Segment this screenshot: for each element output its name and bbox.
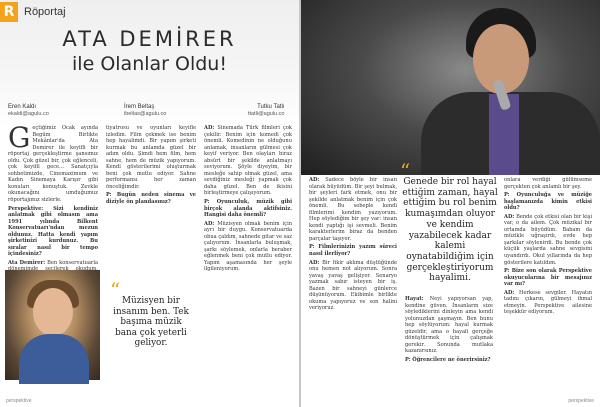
- answer-paragraph: Hayat: Neyi yapıyorsan yap, kendine güven. İnsanların size söylediklerini dinleyin ama kendi yolunuzdan şaşmayın. Ben bunu hep söylüyorum: hayal kurmak güzeldir, ama o hayali gerçeğe dönüştürmek için çalışmak gerekir. Sonunda mutlaka kazanırsınız.: [405, 296, 493, 355]
- byline-email: ttatli@agulu.co: [248, 111, 285, 117]
- byline-email: ibeltas@agulu.co: [124, 111, 167, 117]
- right-column-1: [309, 177, 397, 392]
- pull-quote-left: [110, 278, 192, 349]
- headline-line-1: ATA DEMİRER: [62, 27, 237, 51]
- right-column-3: [504, 177, 592, 392]
- article-headline: [0, 27, 299, 75]
- left-column-3: [204, 125, 292, 390]
- pull-quote-right: [400, 159, 500, 284]
- byline-name: Eren Kaldı: [8, 104, 37, 110]
- body-paragraph: tiyatrosu ve oyunları keyifle izledim. Film çekmek ise benim hep hayalimdi. Bir yapım şirketi kurmak bu anlamda güzel bir adım oldu. Şimdi hem film, hem sahne, hem de müzik yapıyorum. Kendi gösterilerimi oluşturmak beni çok mutlu ediyor. Sahne performansı her zaman önceliğimdir.: [106, 125, 196, 190]
- question-paragraph: P: Bize son olarak Perspektive okuyucularına bir mesajınız var mı?: [504, 268, 592, 288]
- section-name: Röportaj: [24, 6, 66, 18]
- answer-paragraph: AD: Bir fikir aklıma düştüğünde onu hemen not alıyorum. Sonra yavaş yavaş gelişiyor. Senaryo yazmak sabır isteyen bir iş. Bazen bir sahneyi günlerce düşünüyorum. Ekibimle birlikte okuma yapıyoruz ve son halini veriyoruz.: [309, 259, 397, 312]
- folio-name: perspektive: [6, 398, 32, 404]
- byline-name: İrem Beltaş: [124, 104, 155, 110]
- answer-paragraph: AD: Sinemada Türk filmleri çok çekilir. Benim için komedi çok önemli. Komedinin ne olduğunu anlamak, insanların gülmesi çok keyif veriyor. Ben olayları biraz absürt bir şekilde anlatmayı seviyorum. Şöyle diyeyim, bir mesleğe sahip olmak güzel, ama sevdiğiniz mesleği yapmak çok daha güzel. Ben de ikisini birleştirmeye çalışıyorum.: [204, 125, 292, 197]
- right-page: [301, 0, 600, 407]
- pull-quote-text: Müzisyen bir insanım ben. Tek başıma müzik bana çok yeterli geliyor.: [113, 296, 189, 348]
- section-letter: R: [0, 2, 18, 22]
- pull-quote-text: Genede bir rol hayal ettiğim zaman, hayal ettiğim bu rol benim kumaşımdan oluyor ve kendim yazabilecek kadar kalemi oynatabildiğim için gerçekleştiriyorum hayalimi.: [402, 177, 498, 284]
- answer-paragraph: AD: Herkese sevgiler. Hayatın tadını çıkarın, gülmeyi ihmal etmeyin. Perspektive ailesine teşekkür ediyorum.: [504, 289, 592, 316]
- question-paragraph: P: Oyunculuk, müzik gibi birçok alanda aktifsiniz. Hangisi daha önemli?: [204, 199, 292, 219]
- byline-2: [124, 104, 166, 118]
- left-page: [0, 0, 299, 407]
- folio-left: [6, 398, 32, 404]
- right-column-2: [405, 296, 493, 392]
- folio-name: perspektive: [568, 398, 594, 404]
- question-paragraph: P: Öğrencilere ne önerirsiniz?: [405, 356, 491, 363]
- folio-right: [568, 398, 594, 404]
- singer-photo: [301, 0, 600, 183]
- question-paragraph: P: Filmlerinizin yazım süreci nasıl ilerliyor?: [309, 244, 397, 258]
- intro-paragraph: Geçtiğimiz Ocak ayında Begüm Birlikte Mekânlar'da Ata Demirer ile keyifli bir röportaj gerçekleştirme şansımız oldu. Çok güzel bir, çok eğlenceli, çok keyifli gece... Sanatçıyla sohbetimizde, Cinemaximum ve Kadın Sinemaya Karışır gibi konuları konuştuk. Zevkle okunacağını umduğumuz röportajımız sizlerle.: [8, 125, 98, 204]
- byline-email: ekaldi@agulu.co: [8, 111, 49, 117]
- left-column-2: [106, 125, 196, 275]
- answer-paragraph: Ata Demirer: Ben konservatuarla: [8, 259, 98, 266]
- answer-paragraph: AD: Sadece böyle bir insan olarak büyüdüm. Bir şeyi bulmak, bir şeyleri fark etmek, onu bir şekilde anlatmak benim için çok önemli. Bu sebeple kendi filmlerimi kendim yazıyorum. Hep söylediğim bir şey var: insan kendi yaptığı işi sevmeli. Benim karakterlerim biraz da benden parçalar taşıyor.: [309, 177, 397, 242]
- body-paragraph: onlara verdiği gülümseme gerçekten çok anlamlı bir şey.: [504, 177, 592, 190]
- headline-line-2: ile Olanlar Oldu!: [72, 53, 227, 75]
- byline-3: [248, 104, 284, 118]
- quote-mark-icon: “: [400, 159, 411, 183]
- answer-paragraph: AD: Bende çok etkisi olan bir kişi var, o da ailem. Çok müzikal bir ortamda büyüdüm. Babam da müzikle uğraşırdı, evde hep şarkılar söylenirdi. Bu bende çok küçük yaşlarda sahne sevgisini uyandırdı. Okul yıllarında da hep gösterilere katıldım.: [504, 213, 592, 266]
- quote-mark-icon: “: [110, 278, 121, 302]
- drop-cap: G: [8, 125, 31, 154]
- section-header: [0, 2, 66, 22]
- question-paragraph: P: Bugün neden sinema ve diziyle ön plandasınız?: [106, 192, 196, 206]
- question-paragraph: Perspektive: Sizi kendiniz anlatmak gibi olmasın ama 1991 yılında Bilkent Konservatuarı'ndan mezun oldunuz. Hatta kendi yapım şirketinizi kurdunuz. Bu sıralar nasıl bir tempo içindesiniz?: [8, 205, 98, 258]
- inset-photo: [5, 270, 100, 380]
- question-paragraph: P: Oyunculuğa ve müziğe başlamanızda kimin etkisi oldu?: [504, 192, 592, 212]
- answer-paragraph: AD: Müzisyen olmak benim için ayrı bir duygu. Konservatuarda obua çaldım, sahnede gitar ve saz çalıyorum. İnsanlarla buluşmak, şarkı söylemek, onlarla beraber eğlenmek beni çok mutlu ediyor. Yapım aşamasında her şeyle ilgileniyorum.: [204, 220, 292, 273]
- byline-name: Tutku Tatlı: [257, 104, 285, 110]
- byline-1: [8, 104, 49, 118]
